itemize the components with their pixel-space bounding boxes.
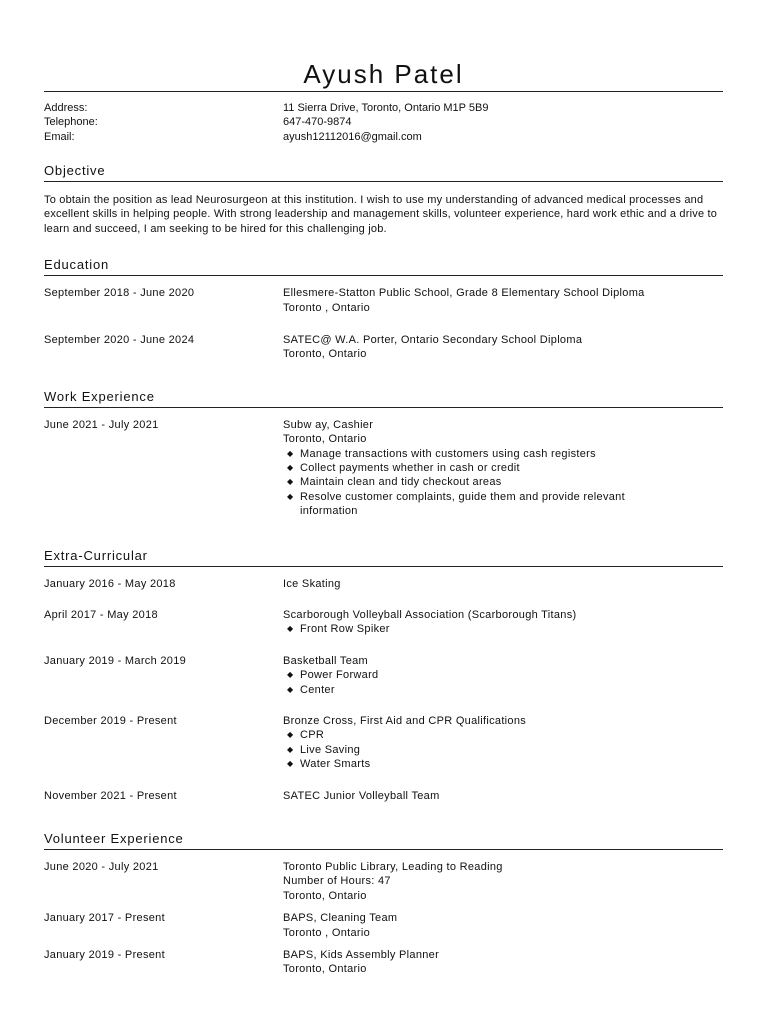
section-title-volunteer: Volunteer Experience <box>44 831 184 847</box>
section-title-objective: Objective <box>44 162 106 178</box>
work-entry <box>44 418 723 519</box>
qualification-list <box>283 728 723 771</box>
extra-entry <box>44 654 723 697</box>
list-item: ◆ Manage transactions with customers using cash registers <box>287 447 596 460</box>
extra-entry <box>44 608 723 637</box>
extra-entry <box>44 577 723 591</box>
contact-row-address <box>44 101 723 115</box>
extra-section <box>44 546 723 803</box>
entry-details <box>283 654 723 697</box>
bullet-icon: ◆ <box>287 670 294 680</box>
contact-label: Address: <box>44 102 88 114</box>
entry-details <box>283 714 723 772</box>
entry-line: Toronto , Ontario <box>283 301 371 314</box>
education-section <box>44 255 723 362</box>
bullet-icon: ◆ <box>287 684 294 694</box>
entry-line: Basketball Team <box>283 654 369 667</box>
entry-line: Toronto, Ontario <box>283 433 367 446</box>
section-rule <box>44 181 723 182</box>
list-item: ◆ Center <box>287 683 335 696</box>
entry-line: Scarborough Volleyball Association (Scarborough Titans) <box>283 608 577 621</box>
entry-date: September 2018 - June 2020 <box>44 287 195 300</box>
entry-line: SATEC@ W.A. Porter, Ontario Secondary School Diploma <box>283 333 583 346</box>
role-list <box>283 668 723 697</box>
volunteer-section <box>44 829 723 977</box>
bullet-icon: ◆ <box>287 462 294 472</box>
entry-line: Toronto , Ontario <box>283 926 371 939</box>
list-item: ◆ Live Saving <box>287 743 361 756</box>
list-item: ◆ Water Smarts <box>287 758 371 771</box>
bullet-icon: ◆ <box>287 491 294 501</box>
entry-details <box>283 608 723 637</box>
entry-line: SATEC Junior Volleyball Team <box>283 789 440 802</box>
entry-line: Number of Hours: 47 <box>283 875 391 888</box>
entry-line: BAPS, Cleaning Team <box>283 912 398 925</box>
contact-value: 647-470-9874 <box>283 116 352 129</box>
entry-details <box>283 789 723 803</box>
contact-value: 11 Sierra Drive, Toronto, Ontario M1P 5B9 <box>283 102 489 114</box>
section-rule <box>44 407 723 408</box>
extra-entries <box>44 577 723 803</box>
list-item: ◆ Resolve customer complaints, guide them and provide relevant information <box>287 490 625 518</box>
list-item: ◆ Power Forward <box>287 669 379 682</box>
contact-label: Telephone: <box>44 116 98 129</box>
entry-line: Ellesmere-Statton Public School, Grade 8 Elementary School Diploma <box>283 287 645 300</box>
entry-details <box>283 333 723 362</box>
entry-date: September 2020 - June 2024 <box>44 333 195 346</box>
extra-entry <box>44 714 723 772</box>
education-entry <box>44 333 723 362</box>
entry-date: January 2019 - Present <box>44 949 165 962</box>
entry-details <box>283 286 723 315</box>
contact-row-email <box>44 130 723 144</box>
volunteer-entry <box>44 860 723 903</box>
education-entry <box>44 286 723 315</box>
bullet-icon: ◆ <box>287 477 294 487</box>
bullet-icon: ◆ <box>287 624 294 634</box>
contact-value: ayush12112016@gmail.com <box>283 130 422 143</box>
contact-block <box>44 101 723 144</box>
section-title-education: Education <box>44 257 110 273</box>
section-title-extra: Extra-Curricular <box>44 547 148 563</box>
entry-line: Toronto, Ontario <box>283 889 367 902</box>
entry-line: Ice Skating <box>283 577 341 590</box>
entry-date: January 2016 - May 2018 <box>44 577 176 590</box>
list-item: ◆ Collect payments whether in cash or credit <box>287 461 520 474</box>
education-entries <box>44 286 723 362</box>
entry-date: January 2017 - Present <box>44 912 165 925</box>
list-item: ◆ Maintain clean and tidy checkout areas <box>287 476 502 489</box>
entry-details <box>283 860 723 903</box>
bullet-icon: ◆ <box>287 759 294 769</box>
objective-text: To obtain the position as lead Neurosurgeon at this institution. I wish to use my understanding of advanced medical processes and excellent skills in helping people. With strong leadership and management skills, volunteer experience, hard work ethic and a drive to learn and succeed, I am seeking to be hired for this challenging job. <box>44 193 718 235</box>
entry-line: Subw ay, Cashier <box>283 418 374 431</box>
work-section <box>44 387 723 519</box>
entry-details <box>283 911 723 940</box>
entry-details <box>283 418 723 519</box>
bullet-icon: ◆ <box>287 730 294 740</box>
section-rule <box>44 566 723 567</box>
resume-page <box>44 0 723 977</box>
volunteer-entries <box>44 860 723 977</box>
entry-line: Toronto, Ontario <box>283 963 367 976</box>
entry-details <box>283 577 723 591</box>
role-list <box>283 622 723 636</box>
entry-line: Toronto Public Library, Leading to Reading <box>283 861 503 874</box>
extra-entry <box>44 789 723 803</box>
contact-label: Email: <box>44 130 75 143</box>
list-item: ◆ Front Row Spiker <box>287 623 390 636</box>
entry-line: Bronze Cross, First Aid and CPR Qualifications <box>283 715 527 728</box>
entry-line: BAPS, Kids Assembly Planner <box>283 949 440 962</box>
contact-row-telephone <box>44 115 723 129</box>
duty-list <box>283 447 723 519</box>
objective-section <box>44 161 723 236</box>
list-item: ◆ CPR <box>287 729 325 742</box>
work-entries <box>44 418 723 519</box>
volunteer-entry <box>44 911 723 940</box>
entry-date: January 2019 - March 2019 <box>44 654 187 667</box>
bullet-icon: ◆ <box>287 744 294 754</box>
section-rule <box>44 275 723 276</box>
entry-line: Toronto, Ontario <box>283 348 367 361</box>
bullet-icon: ◆ <box>287 448 294 458</box>
entry-date: June 2020 - July 2021 <box>44 861 159 874</box>
volunteer-entry <box>44 948 723 977</box>
section-title-work: Work Experience <box>44 388 155 404</box>
entry-date: April 2017 - May 2018 <box>44 608 158 621</box>
entry-details <box>283 948 723 977</box>
entry-date: November 2021 - Present <box>44 789 177 802</box>
entry-date: June 2021 - July 2021 <box>44 418 159 431</box>
entry-date: December 2019 - Present <box>44 715 177 728</box>
header-rule <box>44 91 723 92</box>
candidate-name: Ayush Patel <box>303 59 464 89</box>
section-rule <box>44 849 723 850</box>
